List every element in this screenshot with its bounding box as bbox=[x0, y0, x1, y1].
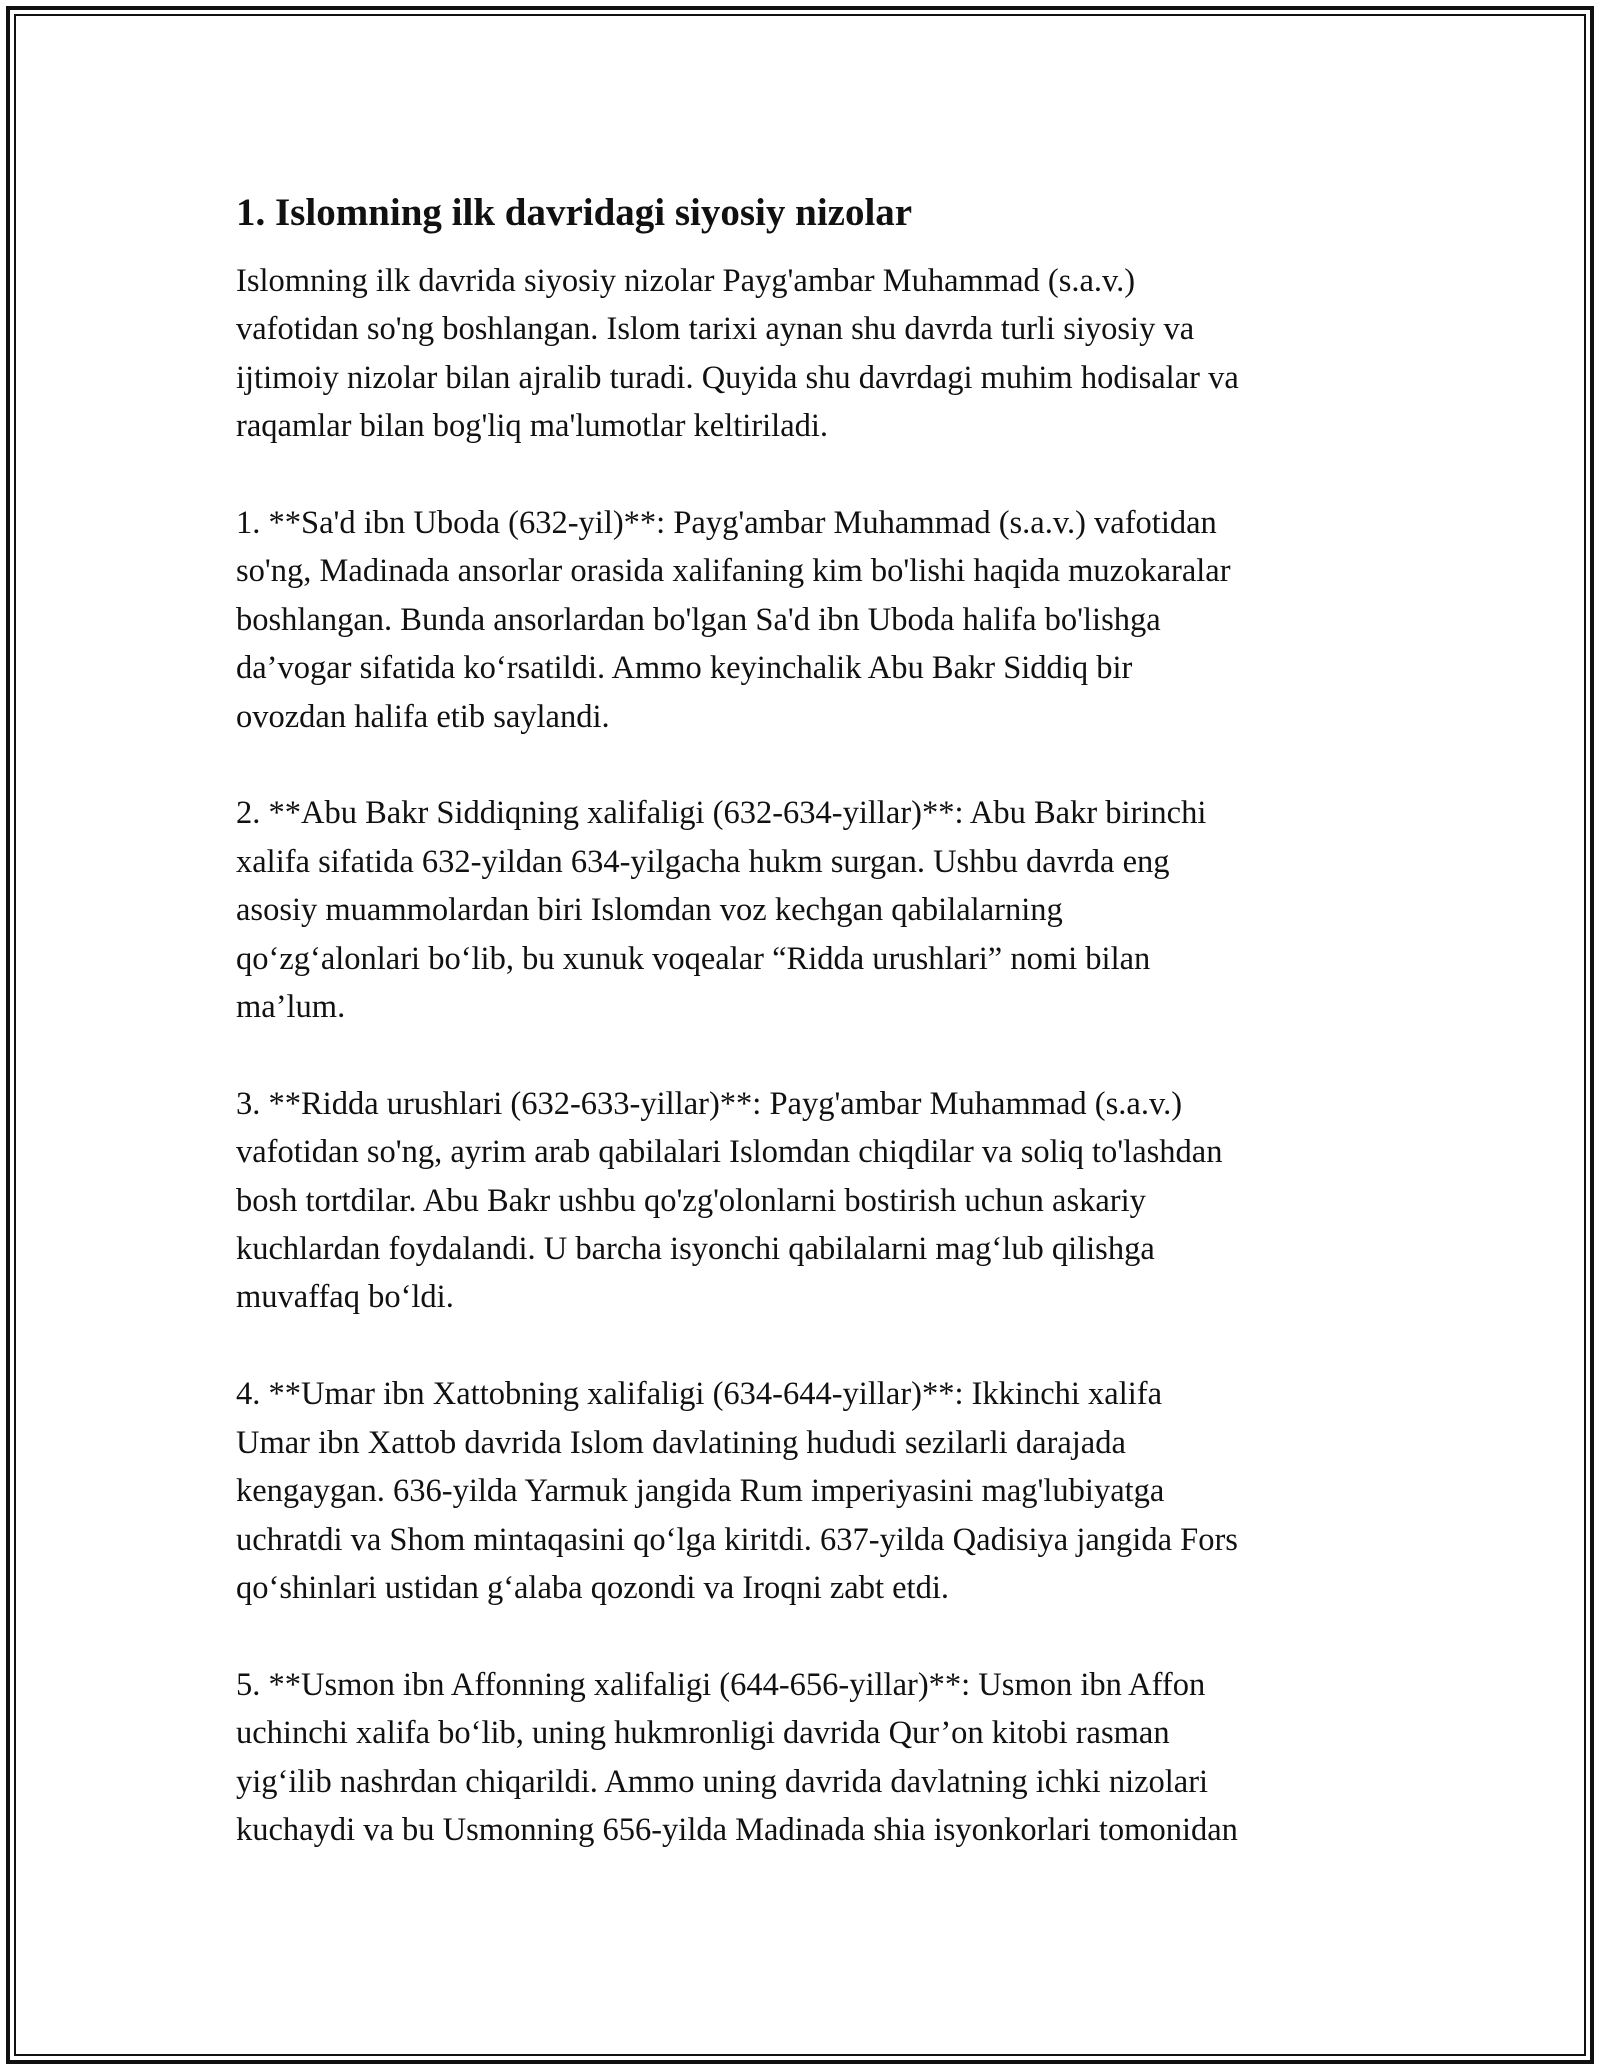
document-body bbox=[236, 185, 1386, 1854]
paragraph-item-3: 3. **Ridda urushlari (632-633-yillar)**: Payg'ambar Muhammad (s.a.v.) vafotidan so'ng, ayrim arab qabilalari Islomdan chiqdilar va soliq to'lashdan bosh tortdilar. Abu Bakr ushbu qo'zg'olonlarni bostirish uchun askariy kuchlardan foydalandi. U barcha isyonchi qabilalarni mag‘lub qilishga muvaffaq bo‘ldi. bbox=[236, 1085, 1223, 1316]
paragraph-item-4: 4. **Umar ibn Xattobning xalifaligi (634-644-yillar)**: Ikkinchi xalifa Umar ibn Xattob davrida Islom davlatining hududi sezilarli darajada kengaygan. 636-yilda Yarmuk jangida Rum imperiyasini mag'lubiyatga uchratdi va Shom mintaqasini qo‘lga kiritdi. 637-yilda Qadisiya jangida Fors qo‘shinlari ustidan g‘alaba qozondi va Iroqni zabt etdi. bbox=[236, 1376, 1238, 1606]
paragraph-item-2: 2. **Abu Bakr Siddiqning xalifaligi (632-634-yillar)**: Abu Bakr birinchi xalifa sifatida 632-yildan 634-yilgacha hukm surgan. Ushbu davrda eng asosiy muammolardan biri Islomdan voz kechgan qabilalarning qo‘zg‘alonlari bo‘lib, bu xunuk voqealar “Ridda urushlari” nomi bilan ma’lum. bbox=[236, 795, 1207, 1026]
paragraph-intro: Islomning ilk davrida siyosiy nizolar Payg'ambar Muhammad (s.a.v.) vafotidan so'ng boshlangan. Islom tarixi aynan shu davrda turli siyosiy va ijtimoiy nizolar bilan ajralib turadi. Quyida shu davrdagi muhim hodisalar va raqamlar bilan bog'liq ma'lumotlar keltiriladi. bbox=[236, 263, 1239, 445]
paragraph-item-5: 5. **Usmon ibn Affonning xalifaligi (644-656-yillar)**: Usmon ibn Affon uchinchi xalifa bo‘lib, uning hukmronligi davrida Qur’on kitobi rasman yig‘ilib nashrdan chiqarildi. Ammo uning davrida davlatning ichki nizolari kuchaydi va bu Usmonning 656-yilda Madinada shia isyonkorlari tomonidan bbox=[236, 1666, 1238, 1848]
paragraph-item-1: 1. **Sa'd ibn Uboda (632-yil)**: Payg'ambar Muhammad (s.a.v.) vafotidan so'ng, Madinada ansorlar orasida xalifaning kim bo'lishi haqida muzokaralar boshlangan. Bunda ansorlardan bo'lgan Sa'd ibn Uboda halifa bo'lishga da’vogar sifatida ko‘rsatildi. Ammo keyinchalik Abu Bakr Siddiq bir ovozdan halifa etib saylandi. bbox=[236, 505, 1231, 735]
section-heading: 1. Islomning ilk davridagi siyosiy nizolar bbox=[236, 191, 913, 234]
